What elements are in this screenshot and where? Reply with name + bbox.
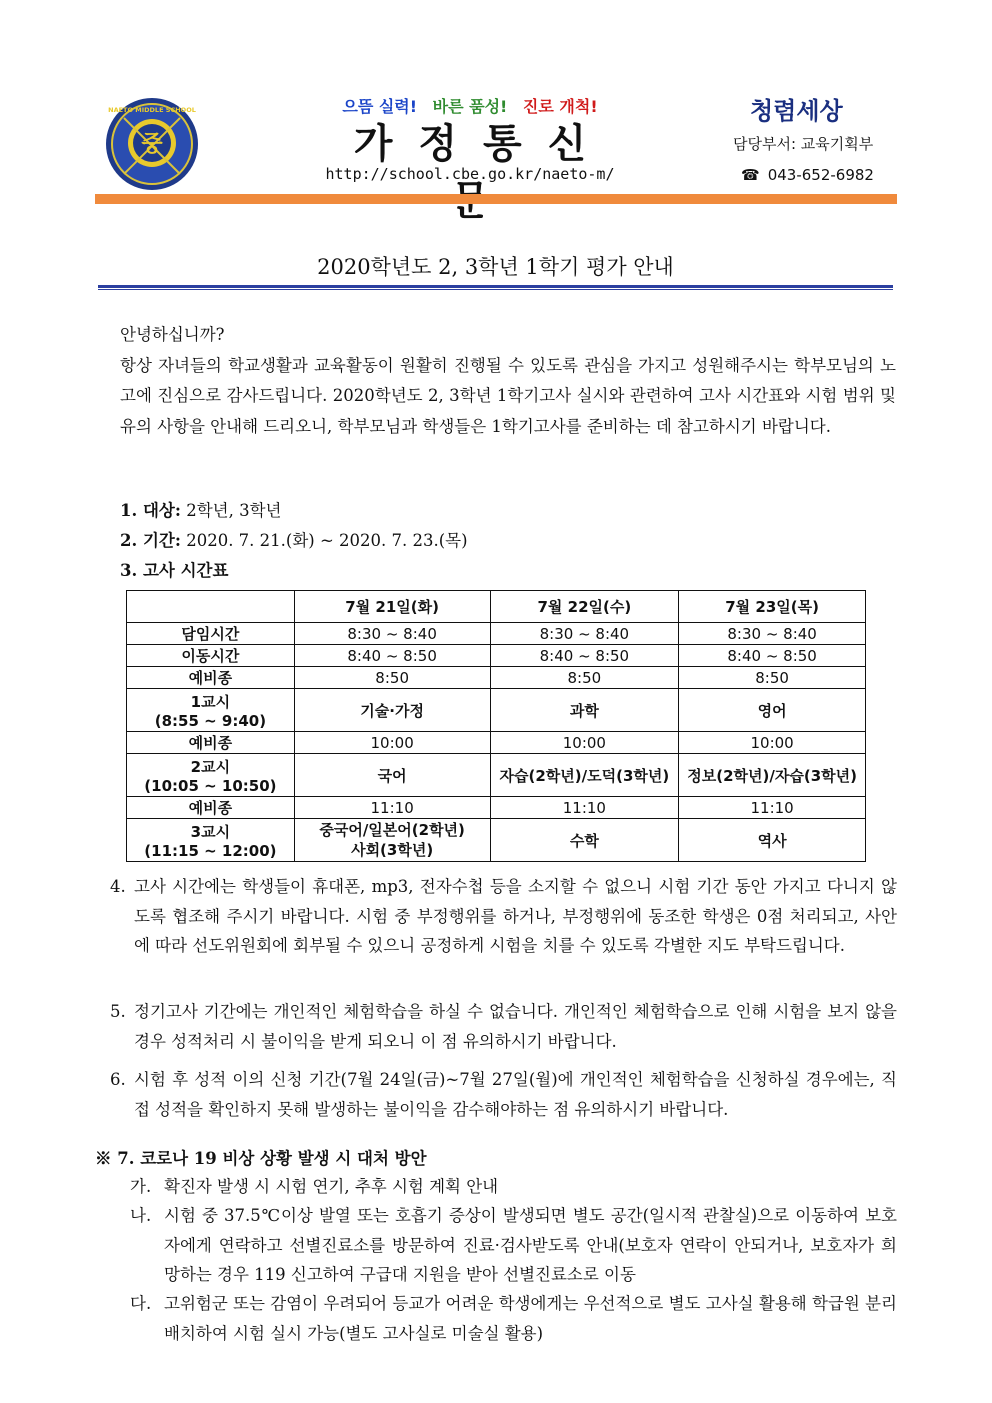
table-cell: 11:10 (490, 797, 679, 819)
greeting: 안녕하십니까? (120, 325, 225, 344)
row-label: 2교시 (10:05 ~ 10:50) (127, 754, 295, 797)
table-cell: 중국어/일본어(2학년) 사회(3학년) (294, 819, 490, 862)
sub-text: 확진자 발생 시 시험 연기, 추후 시험 계획 안내 (164, 1177, 499, 1196)
table-cell: 10:00 (490, 732, 679, 754)
note-text: 고사 시간에는 학생들이 휴대폰, mp3, 전자수첩 등을 소지할 수 없으니 시험 기간 동안 가지고 다니지 않도록 협조해 주시기 바랍니다. 시험 중 부정행위를 하거나, 부정행위에 동조한 학생은 0점 처리되고, 사안에 따라 선도위원회에 회부될 수 있으니 공정하게 시험을 치를 수 있도록 각별한 지도 부탁드립니다. (134, 877, 897, 955)
logo-char: 중 (141, 132, 163, 157)
note-text: 시험 후 성적 이의 신청 기간(7월 24일(금)~7월 27일(월)에 개인적인 체험학습을 신청하실 경우에는, 직접 성적을 확인하지 못해 발생하는 불이익을 감수해야하는 점 유의하시기 바랍니다. (134, 1070, 897, 1119)
document-title: 2020학년도 2, 3학년 1학기 평가 안내 (317, 255, 674, 279)
table-cell: 과학 (490, 689, 679, 732)
intro-paragraph (120, 320, 896, 442)
sub-item-da (130, 1289, 897, 1348)
table-cell: 수학 (490, 819, 679, 862)
note-4 (110, 872, 897, 961)
row-label: 1교시 (8:55 ~ 9:40) (127, 689, 295, 732)
note-text: 정기고사 기간에는 개인적인 체험학습을 하실 수 없습니다. 개인적인 체험학습으로 인해 시험을 보지 않을 경우 성적처리 시 불이익을 받게 되오니 이 점 유의하시기 바랍니다. (134, 1002, 897, 1051)
period-value: 2020. 7. 21.(화) ~ 2020. 7. 23.(목) (186, 531, 468, 550)
table-corner (127, 591, 295, 623)
brand-text: 청렴세상 (750, 97, 843, 125)
sub-label: 나. (130, 1206, 152, 1225)
department: 담당부서: 교육기획부 (733, 135, 874, 153)
day-header: 7월 21일(화) (294, 591, 490, 623)
day-header: 7월 22일(수) (490, 591, 679, 623)
table-row (127, 819, 866, 862)
sub-text: 시험 중 37.5℃이상 발열 또는 호흡기 증상이 발생되면 별도 공간(일시적 관찰실)으로 이동하여 보호자에게 연락하고 선별진료소를 방문하여 진료·검사받도록 안내(보호자 연락이 안되거나, 보호자가 희망하는 경우 119 신고하여 구급대 지원을 받아 선별진료소로 이동 (164, 1206, 897, 1284)
note-number: 5. (110, 1002, 126, 1021)
table-cell: 11:10 (679, 797, 866, 819)
table-cell: 8:50 (294, 667, 490, 689)
table-cell: 8:30 ~ 8:40 (294, 623, 490, 645)
schedule-heading: 3. 고사 시간표 (120, 561, 229, 580)
title-underline-thin (98, 289, 893, 290)
row-label: 이동시간 (127, 645, 295, 667)
note-number: 6. (110, 1070, 126, 1089)
table-cell: 역사 (679, 819, 866, 862)
table-cell: 8:50 (679, 667, 866, 689)
intro-body: 항상 자녀들의 학교생활과 교육활동이 원활히 진행될 수 있도록 관심을 가지고 성원해주시는 학부모님의 노고에 진심으로 감사드립니다. 2020학년도 2, 3학년 1학기고사 실시와 관련하여 고사 시간표와 시험 범위 및 유의 사항을 안내해 드리오니, 학부모님과 학생들은 1학기고사를 준비하는 데 참고하시기 바랍니다. (120, 355, 896, 436)
logo-text: NAETO MIDDLE SCHOOL (108, 106, 196, 114)
header-divider (95, 194, 897, 204)
table-row (127, 623, 866, 645)
phone-line (741, 166, 874, 184)
newsletter-title: 가정통신 (353, 120, 613, 167)
period-item (120, 527, 468, 551)
slogan-1: 으뜸 실력! (342, 97, 418, 116)
table-cell: 8:50 (490, 667, 679, 689)
row-label: 예비종 (127, 667, 295, 689)
table-row (127, 797, 866, 819)
title-underline (98, 285, 893, 288)
table-header-row (127, 591, 866, 623)
table-row (127, 754, 866, 797)
row-label: 예비종 (127, 732, 295, 754)
note-5 (110, 997, 897, 1056)
table-cell: 10:00 (679, 732, 866, 754)
sub-text: 고위험군 또는 감염이 우려되어 등교가 어려운 학생에게는 우선적으로 별도 고사실 활용해 학급원 분리 배치하여 시험 실시 가능(별도 고사실로 미술실 활용) (164, 1294, 897, 1343)
table-cell: 10:00 (294, 732, 490, 754)
table-row (127, 689, 866, 732)
target-label: 1. 대상: (120, 501, 181, 520)
table-cell: 8:40 ~ 8:50 (490, 645, 679, 667)
telephone-icon: ☎ (741, 166, 760, 184)
target-item (120, 497, 281, 521)
table-cell: 8:40 ~ 8:50 (679, 645, 866, 667)
sub-label: 다. (130, 1294, 152, 1313)
table-cell: 8:30 ~ 8:40 (490, 623, 679, 645)
period-label: 2. 기간: (120, 531, 181, 550)
row-label: 3교시 (11:15 ~ 12:00) (127, 819, 295, 862)
sub-label: 가. (130, 1177, 152, 1196)
slogan-2: 바른 품성! (432, 97, 508, 116)
exam-schedule-table (126, 590, 866, 862)
sub-item-ga (130, 1172, 897, 1202)
brand-logo (750, 93, 880, 127)
table-cell: 영어 (679, 689, 866, 732)
school-url[interactable]: http://school.cbe.go.kr/naeto-m/ (325, 165, 615, 183)
day-header: 7월 23일(목) (679, 591, 866, 623)
phone-number: 043-652-6982 (767, 166, 874, 184)
table-cell: 국어 (294, 754, 490, 797)
section-7-title: ※ 7. 코로나 19 비상 상황 발생 시 대처 방안 (95, 1149, 427, 1168)
table-cell: 정보(2학년)/자습(3학년) (679, 754, 866, 797)
table-row (127, 732, 866, 754)
school-logo (104, 96, 200, 192)
note-number: 4. (110, 877, 126, 896)
table-cell: 8:40 ~ 8:50 (294, 645, 490, 667)
row-label: 담임시간 (127, 623, 295, 645)
table-row (127, 645, 866, 667)
table-cell: 자습(2학년)/도덕(3학년) (490, 754, 679, 797)
slogan-3: 진로 개척! (522, 97, 598, 116)
table-cell: 11:10 (294, 797, 490, 819)
table-row (127, 667, 866, 689)
sub-item-na (130, 1201, 897, 1290)
target-value: 2학년, 3학년 (186, 501, 282, 520)
row-label: 예비종 (127, 797, 295, 819)
table-cell: 기술·가정 (294, 689, 490, 732)
note-6 (110, 1065, 897, 1124)
table-cell: 8:30 ~ 8:40 (679, 623, 866, 645)
